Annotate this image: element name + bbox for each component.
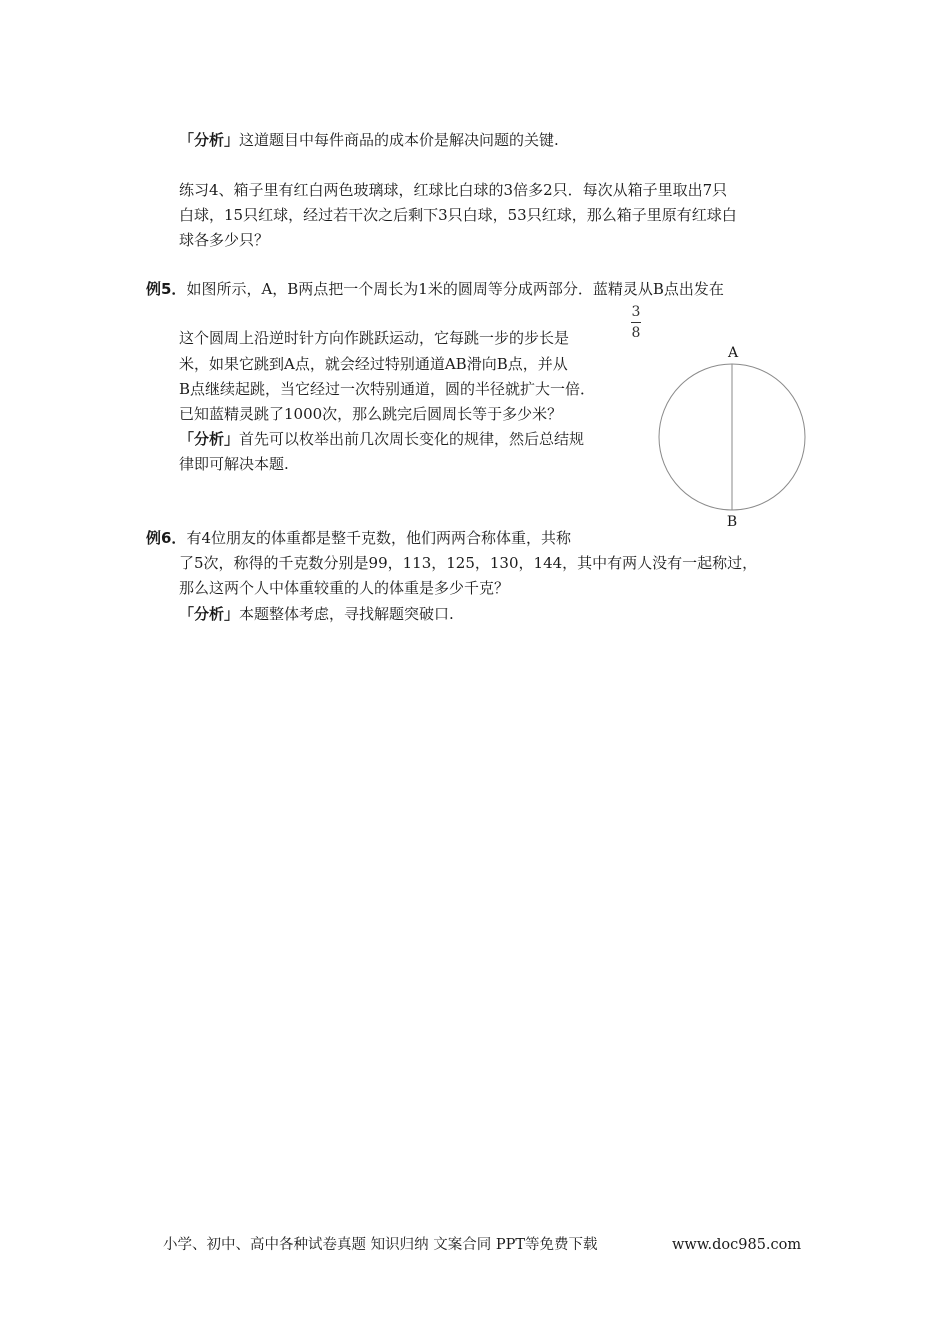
example6-analysis [179, 604, 454, 624]
fraction-denominator: 8 [631, 325, 641, 341]
point-b-label: B [726, 514, 738, 530]
example6-line1 [146, 528, 571, 548]
analysis-label: 「分析」 [179, 430, 240, 448]
example5-line4: B点继续起跳，当它经过一次特别通道，圆的半径就扩大一倍． [179, 380, 596, 398]
example5-analysis-line2: 律即可解决本题. [179, 455, 289, 473]
point-a-label: A [727, 345, 739, 361]
exercise4-line3: 球各多少只？ [179, 231, 270, 249]
footer-url[interactable]: www.doc985.com [672, 1237, 802, 1253]
example5-text1: 如图所示，A，B两点把一个周长为1米的圆周等分成两部分．蓝精灵从B点出发在 [186, 280, 724, 298]
fraction-bar [631, 322, 641, 323]
circle-diagram [650, 340, 820, 530]
analysis-text: 本题整体考虑，寻找解题突破口. [239, 605, 454, 623]
analysis-label: 「分析」 [179, 131, 240, 149]
analysis-text: 首先可以枚举出前几次周长变化的规律，然后总结规 [239, 430, 585, 448]
analysis-label: 「分析」 [179, 605, 240, 623]
example6-text1: 有4位朋友的体重都是整千克数，他们两两合称体重，共称 [186, 529, 571, 547]
analysis-text: 这道题目中每件商品的成本价是解决问题的关键. [239, 131, 559, 149]
example5-label: 例5． [146, 280, 187, 298]
example6-line3: 那么这两个人中体重较重的人的体重是多少千克？ [179, 579, 510, 597]
analysis-paragraph-1 [179, 130, 559, 150]
example6-label: 例6． [146, 529, 187, 547]
example6-line2: 了5次，称得的千克数分别是99，113，125，130，144，其中有两人没有一起称过， [179, 554, 758, 572]
example5-line5: 已知蓝精灵跳了1000次，那么跳完后圆周长等于多少米？ [179, 405, 563, 423]
footer-text: 小学、初中、高中各种试卷真题 知识归纳 文案合同 PPT等免费下载 [163, 1237, 598, 1253]
fraction-numerator: 3 [631, 304, 641, 320]
example5-line1 [146, 279, 724, 299]
example5-line3: 米，如果它跳到A点，就会经过特别通道AB滑向B点，并从 [179, 355, 568, 373]
exercise4-line2: 白球，15只红球，经过若干次之后剩下3只白球，53只红球，那么箱子里原有红球白 [179, 206, 737, 224]
example5-analysis-line1 [179, 429, 584, 449]
exercise4-line1: 练习4、箱子里有红白两色玻璃球，红球比白球的3倍多2只．每次从箱子里取出7只 [179, 181, 728, 199]
example5-line2: 这个圆周上沿逆时针方向作跳跃运动，它每跳一步的步长是 [179, 329, 570, 347]
